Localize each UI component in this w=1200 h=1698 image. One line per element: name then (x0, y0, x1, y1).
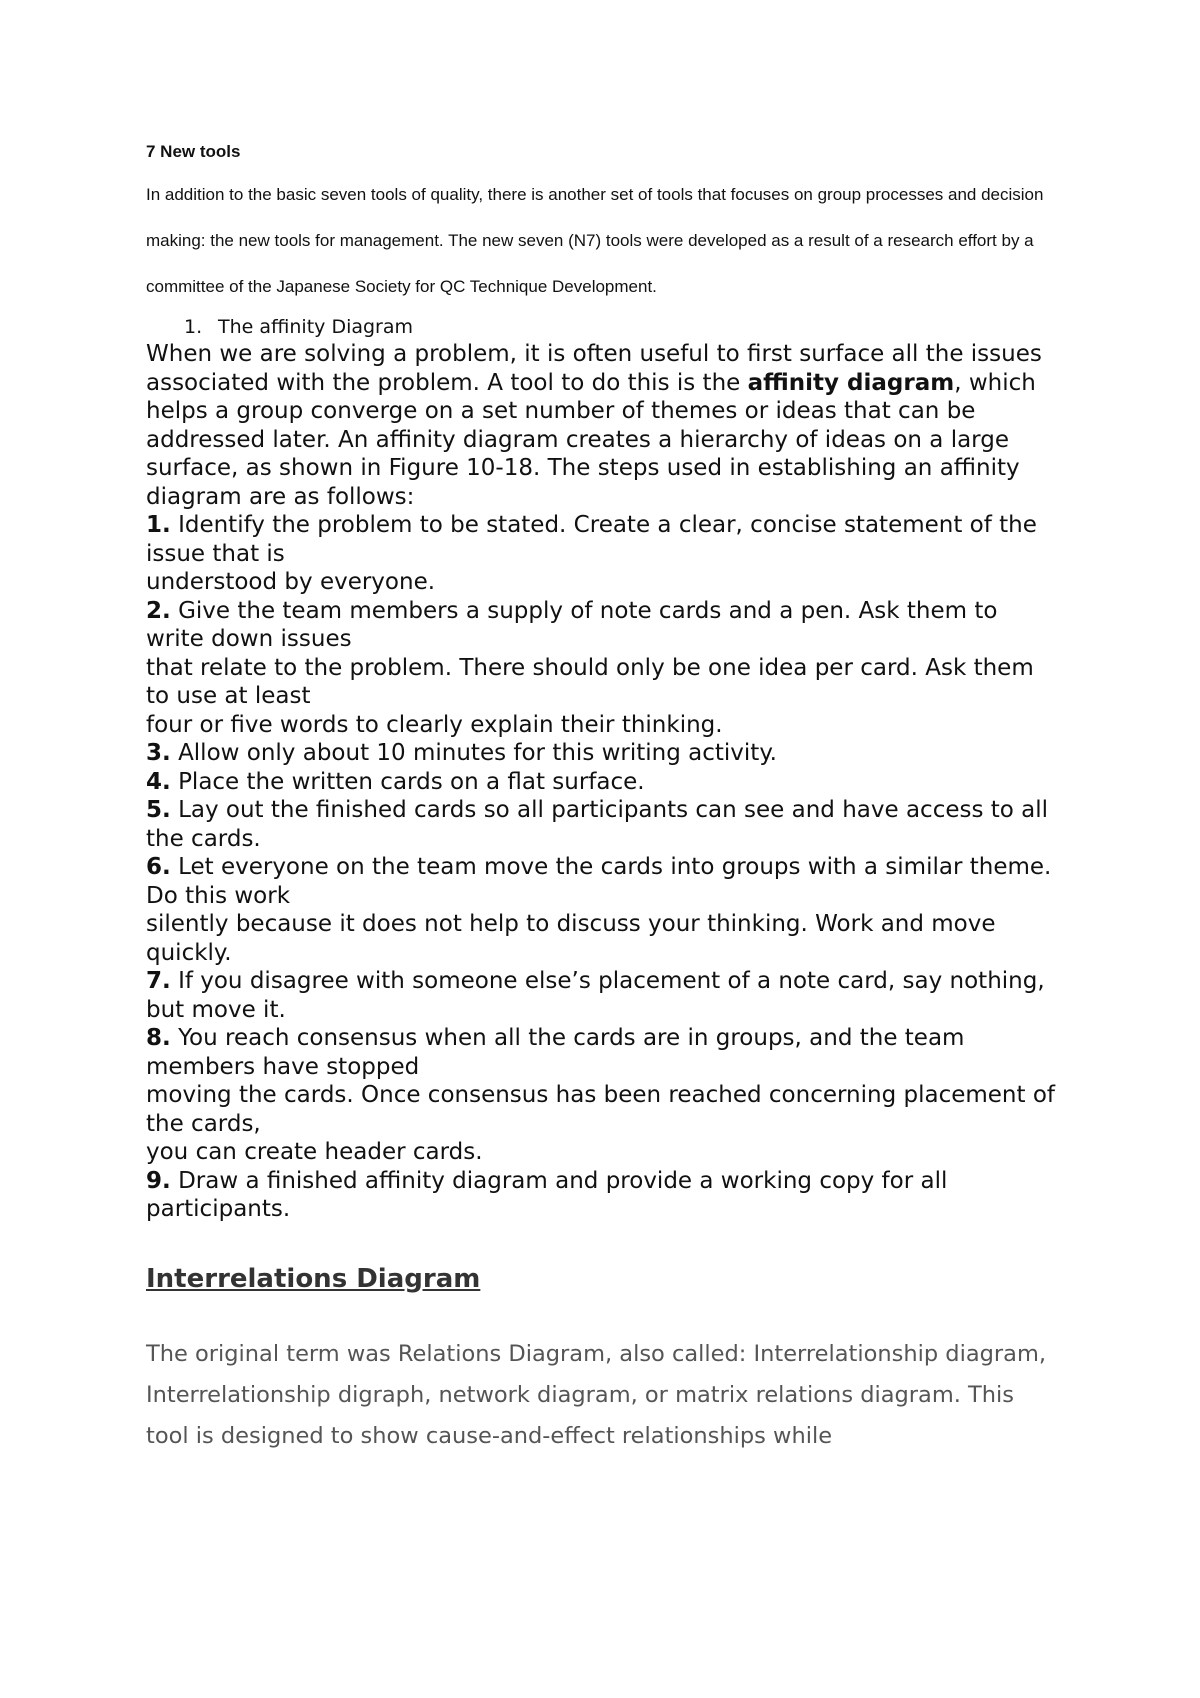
affinity-step-line (146, 1024, 1061, 1081)
interrelations-heading: Interrelations Diagram (146, 1263, 481, 1294)
affinity-section (146, 340, 1061, 1224)
affinity-step-line (146, 910, 1061, 967)
affinity-step-line (146, 511, 1061, 568)
step-text: understood by everyone. (146, 569, 436, 595)
step-text: moving the cards. Once consensus has been reached concerning placement of the cards, (146, 1082, 1056, 1137)
affinity-step-line (146, 967, 1061, 1024)
affinity-step-line (146, 597, 1061, 654)
affinity-step-line (146, 654, 1061, 711)
step-number: 8. (146, 1025, 171, 1051)
document-page (146, 140, 1076, 1457)
affinity-step-line (146, 768, 1061, 797)
section-heading-new-tools: 7 New tools (146, 142, 241, 161)
affinity-step-line (146, 796, 1061, 853)
step-text: four or five words to clearly explain their thinking. (146, 711, 723, 738)
affinity-step-line (146, 711, 1061, 740)
intro-paragraph: In addition to the basic seven tools of quality, there is another set of tools that focuses on group processes and decision making: the new tools for management. The new seven (N7) tools were developed as a result of a research effort by a committee of the Japanese Society for QC Technique Development. (146, 185, 1044, 296)
step-number: 1. (146, 512, 171, 538)
step-text: If you disagree with someone else’s placement of a note card, say nothing, but move it. (146, 968, 1045, 1023)
step-text: Give the team members a supply of note cards and a pen. Ask them to write down issues (146, 597, 998, 652)
affinity-step-line (146, 1138, 1061, 1167)
step-number: 6. (146, 854, 171, 880)
affinity-step-line (146, 568, 1061, 597)
step-text: that relate to the problem. There should only be one idea per card. Ask them to use at least (146, 654, 1034, 709)
affinity-steps-list (146, 511, 1061, 1224)
affinity-bold-term: affinity diagram (747, 369, 955, 396)
affinity-step-line (146, 853, 1061, 910)
step-number: 2. (146, 597, 171, 624)
step-number: 5. (146, 797, 171, 823)
affinity-step-line (146, 739, 1061, 768)
list-item-affinity (184, 314, 1076, 340)
step-text: Let everyone on the team move the cards into groups with a similar theme. Do this work (146, 854, 1052, 909)
step-text: Place the written cards on a flat surface. (178, 768, 645, 795)
affinity-step-line (146, 1081, 1061, 1138)
step-text: Identify the problem to be stated. Create a clear, concise statement of the issue that is (146, 512, 1037, 567)
affinity-intro-text-continued: , which helps a group converge on a set number of themes or ideas that can be addressed later. An affinity diagram creates a hierarchy of ideas on a large surface, as shown in Figure 10-18. The steps used in establishing an affinity diagram are as follows: (146, 369, 1036, 510)
step-text: Lay out the finished cards so all participants can see and have access to all the cards. (146, 797, 1049, 852)
step-number: 3. (146, 740, 171, 766)
step-text: silently because it does not help to discuss your thinking. Work and move quickly. (146, 911, 996, 966)
affinity-step-line (146, 1167, 1061, 1224)
step-number: 4. (146, 768, 171, 795)
step-text: Draw a finished affinity diagram and provide a working copy for all participants. (146, 1167, 948, 1222)
list-item-title: The affinity Diagram (218, 316, 414, 338)
affinity-intro-paragraph (146, 340, 1061, 511)
step-number: 7. (146, 968, 171, 994)
step-text: you can create header cards. (146, 1139, 483, 1165)
step-text: Allow only about 10 minutes for this writing activity. (178, 740, 777, 766)
list-item-number: 1. (184, 316, 203, 338)
affinity-intro-text: When we are solving a problem, it is often useful to first surface all the issues associated with the problem. A tool to do this is the (146, 341, 1042, 396)
interrelations-paragraph: The original term was Relations Diagram, also called: Interrelationship diagram, Interrelationship digraph, network diagram, or matrix relations diagram. This tool is designed to show cause-and-effect relationships while (146, 1340, 1047, 1449)
step-number: 9. (146, 1167, 171, 1194)
step-text: You reach consensus when all the cards are in groups, and the team members have stopped (146, 1025, 965, 1080)
